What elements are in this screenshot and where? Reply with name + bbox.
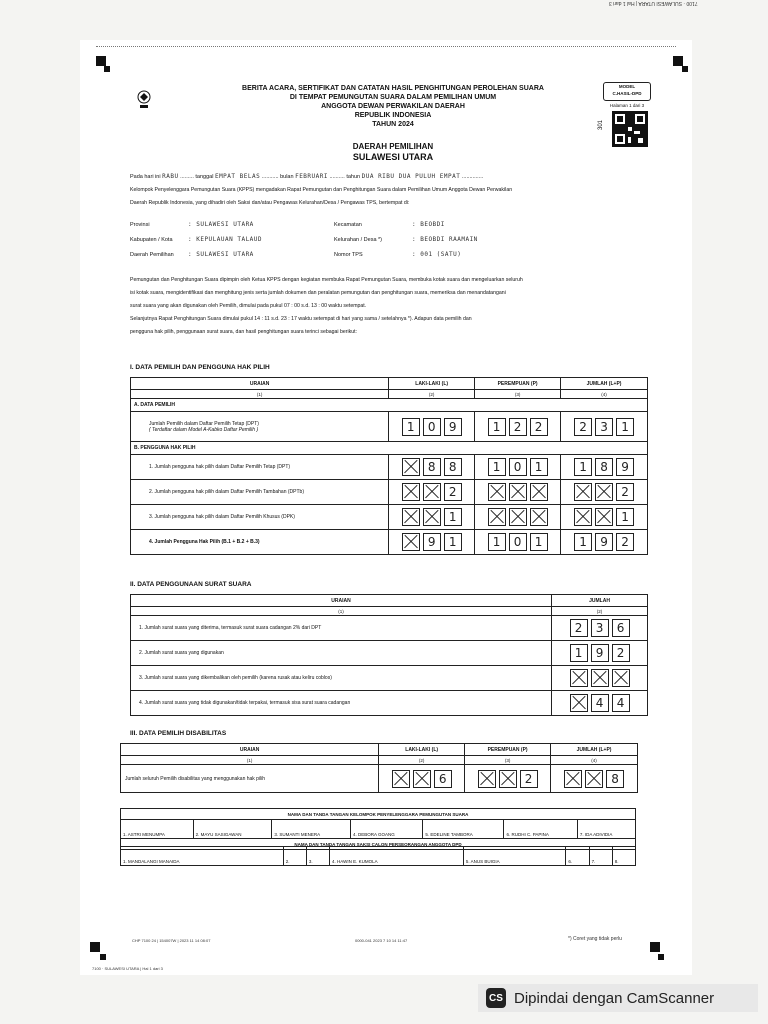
dpt-perempuan (475, 412, 561, 442)
digit-box (570, 694, 588, 712)
digit-box: 2 (616, 533, 634, 551)
corner-marker (96, 56, 106, 66)
model-badge: MODEL C.HASIL-DPD (603, 82, 651, 101)
saksi-signature: 1. MANDALANGI MANAIDA (121, 847, 284, 866)
digit-box: 2 (530, 418, 548, 436)
section-2-table: URAIAN JUMLAH (1) (2) 1. Jumlah surat suara yang diterima, termasuk surat suara cadangan 2% dari DPT 2 3 6 2. Jumlah surat suara yang digunakan 1 9 2 3. Jumlah surat suara yang dikembalikan oleh pemilih (karena rusak atau keliru coblos) 4. Jumlah surat suara yang tidak digunakan/tidak terpakai, termasuk sisa surat suara cadangan 4 4 (130, 594, 648, 716)
qr-code-text: 301 (598, 119, 605, 131)
s2-r3-label: 3. Jumlah surat suara yang dikembalikan oleh pemilih (karena rusak atau keliru coblos) (131, 666, 552, 691)
top-note: 7100 · SULAWESI UTARA | Hal 1 dari 3 (609, 0, 698, 6)
digit-box: 1 (444, 508, 462, 526)
kpps-signature: 4. DEBORA GOANG (350, 820, 422, 839)
digit-box: 9 (616, 458, 634, 476)
digit-box (530, 508, 548, 526)
form-title: BERITA ACARA, SERTIFIKAT DAN CATATAN HASIL PENGHITUNGAN PEROLEHAN SUARA DI TEMPAT PEMUNGUTAN SUARA DALAM PEMILIHAN UMUM ANGGOTA DEWAN PERWAKILAN DAERAH REPUBLIK INDONESIA TAHUN 2024 (242, 85, 544, 128)
digit-box: 1 (616, 508, 634, 526)
section-a-label: A. DATA PEMILIH (131, 399, 648, 412)
para-text: isi kotak suara, mengidentifikasi dan menghitung jenis serta jumlah dokumen dan peralatan pemungutan dan penghitungan suara, memeriksa dan menandatangani (130, 290, 506, 296)
digit-box: 1 (616, 418, 634, 436)
kabupaten-label: Kabupaten / Kota (130, 237, 173, 243)
digit-box: 1 (488, 458, 506, 476)
digit-box: 6 (434, 770, 452, 788)
digit-box: 9 (595, 533, 613, 551)
intro-text: Daerah Republik Indonesia, yang dihadiri oleh Saksi dan/atau Pengawas Kelurahan/Desa / Pengawas TPS, bertempat di: (130, 200, 410, 206)
saksi-signature: 6. (566, 847, 589, 866)
digit-box: 0 (509, 458, 527, 476)
kelurahan-label: Kelurahan / Desa *) (334, 237, 382, 243)
digit-box: 2 (444, 483, 462, 501)
digit-box: 2 (612, 644, 630, 662)
camscanner-text: Dipindai dengan CamScanner (514, 989, 715, 1007)
digit-box: 1 (444, 533, 462, 551)
digit-box (402, 508, 420, 526)
kpps-signature: 2. MAYU SASIGAWAN (193, 820, 272, 839)
corner-marker (100, 954, 106, 960)
camscanner-icon: CS (486, 988, 506, 1008)
meta-date-line: Pada hari ini RABU ......... tanggal EMPAT BELAS ........... bulan FEBRUARI .......... tahun DUA RIBU DUA PULUH EMPAT .............. (130, 173, 484, 180)
digit-box: 2 (616, 483, 634, 501)
dotted-border (96, 46, 676, 47)
corner-marker (682, 66, 688, 72)
digit-box: 1 (530, 533, 548, 551)
para-text: Selanjutnya Rapat Penghitungan Suara dimulai pukul 14 : 11 s.d. 23 : 17 waktu setempat di hari yang sama / setelahnya *). Adapun data pemilih dan (130, 316, 472, 322)
b4-label: 4. Jumlah Pengguna Hak Pilih (B.1 + B.2 + B.3) (131, 530, 389, 555)
digit-box: 1 (530, 458, 548, 476)
digit-box (499, 770, 517, 788)
s3-r1-label: Jumlah seluruh Pemilih disabilitas yang menggunakan hak pilih (121, 765, 379, 793)
digit-box (402, 483, 420, 501)
saksi-signature: 2. (283, 847, 306, 866)
tps-label: Nomor TPS (334, 252, 363, 258)
intro-text: Kelompok Penyelenggara Pemungutan Suara (KPPS) mengadakan Rapat Pemungutan dan Penghitungan Suara dalam Pemilihan Umum Anggota Dewan Perwakilan (130, 187, 513, 193)
digit-box: 1 (574, 458, 592, 476)
digit-box (585, 770, 603, 788)
qr-code-icon (612, 111, 648, 147)
section-3-title: III. DATA PEMILIH DISABILITAS (130, 730, 227, 737)
section-1-table: URAIAN LAKI-LAKI (L) PEREMPUAN (P) JUMLAH (L+P) (1) (2) (3) (4) A. DATA PEMILIH Jumlah Pemilih dalam Daftar Pemilih Tetap (DPT) ( Terdaftar dalam Model A-Kabko Daftar Pemilih ) 1 0 9 1 2 2 2 3 1 B. PENGGUNA HAK PILIH 1. Jumlah pengguna hak pilih dalam Daftar Pemilih Tetap (DPT) 8 8 1 0 1 1 8 9 2. Jumlah pengguna hak pilih dalam Daftar Pemilih Tambahan (DPTb) 2 2 3. Jumlah pengguna hak pilih dalam Daftar Pemilih Khusus (DPK) 1 1 4. Jumlah Pengguna Hak Pilih (B.1 + B.2 + B.3) 9 1 1 0 1 1 9 2 (130, 377, 648, 555)
digit-box (423, 483, 441, 501)
digit-box (570, 669, 588, 687)
digit-box: 1 (402, 418, 420, 436)
s2-r4-label: 4. Jumlah surat suara yang tidak digunakan/tidak terpakai, termasuk sisa surat suara cadangan (131, 691, 552, 716)
provinsi-label: Provinsi (130, 222, 150, 228)
camscanner-watermark (478, 984, 758, 1012)
corner-marker (650, 942, 660, 952)
digit-box: 8 (606, 770, 624, 788)
digit-box: 0 (509, 533, 527, 551)
digit-box (478, 770, 496, 788)
digit-box: 1 (488, 418, 506, 436)
digit-box (402, 458, 420, 476)
corner-marker (658, 954, 664, 960)
digit-box: 1 (488, 533, 506, 551)
kecamatan-label: Kecamatan (334, 222, 362, 228)
digit-box: 9 (423, 533, 441, 551)
kpps-signature: 5. EDELINE TAMBORA (423, 820, 504, 839)
kpps-signature: 1. ASTRI MENUMPA (121, 820, 194, 839)
footer-left-code: CHP 7100 24 | 154007W | 2023 11 14 08:07 (132, 938, 211, 943)
digit-box (564, 770, 582, 788)
kpps-signature-table: NAMA DAN TANDA TANGAN KELOMPOK PENYELENGGARA PEMUNGUTAN SUARA 1. ASTRI MENUMPA 2. MAYU SASIGAWAN 3. SUMANTI MENERA 4. DEBORA GOANG 5. EDELINE TAMBORA 6. RUDHI C. PAPINA 7. IDA ADIVIDIA NAMA DAN TANDA TANGAN SAKSI CALON PERSEORANGAN ANGGOTA DPD (120, 808, 636, 850)
dpt-jumlah (561, 412, 648, 442)
digit-box (591, 669, 609, 687)
b2-label: 2. Jumlah pengguna hak pilih dalam Daftar Pemilih Tambahan (DPTb) (131, 480, 389, 505)
digit-box: 8 (444, 458, 462, 476)
corner-marker (673, 56, 683, 66)
digit-box (413, 770, 431, 788)
digit-box: 3 (591, 619, 609, 637)
digit-box: 9 (591, 644, 609, 662)
hari-value: RABU (162, 173, 179, 180)
s2-r2-label: 2. Jumlah surat suara yang digunakan (131, 641, 552, 666)
kpps-signature: 3. SUMANTI MENERA (272, 820, 351, 839)
digit-box (530, 483, 548, 501)
digit-box: 8 (423, 458, 441, 476)
tahun-value: DUA RIBU DUA PULUH EMPAT (361, 173, 461, 180)
saksi-signature: 4. HAWIN E. KUMOLA (330, 847, 464, 866)
kpu-logo-icon (134, 90, 154, 112)
para-text: Pemungutan dan Penghitungan Suara dipimpin oleh Ketua KPPS dengan kegiatan membuka Rapat Pemungutan Suara, membuka kotak suara dan mengeluarkan seluruh (130, 277, 523, 283)
s2-r1-label: 1. Jumlah surat suara yang diterima, termasuk surat suara cadangan 2% dari DPT (131, 616, 552, 641)
page-indicator: Halaman 1 dari 3 (609, 103, 645, 108)
digit-box: 6 (612, 619, 630, 637)
saksi-signature: 7. (589, 847, 612, 866)
kpps-signature: 6. RUDHI C. PAPINA (504, 820, 577, 839)
digit-box: 2 (574, 418, 592, 436)
tanggal-value: EMPAT BELAS (214, 173, 261, 180)
para-text: surat suara yang akan digunakan oleh Pemilih, dimulai pada pukul 07 : 00 s.d. 13 : 00 waktu setempat. (130, 303, 367, 309)
digit-box: 4 (591, 694, 609, 712)
digit-box (595, 508, 613, 526)
section-1-title: I. DATA PEMILIH DAN PENGGUNA HAK PILIH (130, 364, 270, 371)
digit-box: 2 (520, 770, 538, 788)
digit-box: 1 (570, 644, 588, 662)
section-b-label: B. PENGGUNA HAK PILIH (131, 442, 648, 455)
digit-box (595, 483, 613, 501)
bulan-value: FEBRUARI (295, 173, 328, 180)
digit-box: 9 (444, 418, 462, 436)
digit-box: 1 (574, 533, 592, 551)
digit-box (509, 483, 527, 501)
digit-box (574, 483, 592, 501)
b3-label: 3. Jumlah pengguna hak pilih dalam Daftar Pemilih Khusus (DPK) (131, 505, 389, 530)
digit-box (509, 508, 527, 526)
digit-box (402, 533, 420, 551)
saksi-signature-table (120, 846, 636, 866)
provinsi-value: : SULAWESI UTARA (188, 221, 254, 228)
digit-box (392, 770, 410, 788)
kelurahan-value: : BEOBDI RAAMAIN (412, 236, 478, 243)
dapil-label: Daerah Pemilihan (130, 252, 174, 258)
digit-box: 2 (509, 418, 527, 436)
kpps-signature: 7. IDA ADIVIDIA (577, 820, 635, 839)
saksi-signature: 3. (306, 847, 329, 866)
dapil-value: : SULAWESI UTARA (188, 251, 254, 258)
digit-box: 0 (423, 418, 441, 436)
digit-box (574, 508, 592, 526)
corner-marker (90, 942, 100, 952)
kecamatan-value: : BEOBDI (412, 221, 445, 228)
section-2-title: II. DATA PENGGUNAAN SURAT SUARA (130, 581, 252, 588)
footer-bottom: 7100 · SULAWESI UTARA | Hal 1 dari 3 (92, 966, 163, 971)
section-3-table: URAIAN LAKI-LAKI (L) PEREMPUAN (P) JUMLAH (L+P) (1) (2) (3) (4) Jumlah seluruh Pemilih disabilitas yang menggunakan hak pilih 6 2 8 (120, 743, 638, 793)
digit-box: 8 (595, 458, 613, 476)
corner-marker (104, 66, 110, 72)
dpt-label: Jumlah Pemilih dalam Daftar Pemilih Tetap (DPT) ( Terdaftar dalam Model A-Kabko Daftar Pemilih ) (131, 412, 389, 442)
digit-box: 3 (595, 418, 613, 436)
digit-box (612, 669, 630, 687)
form-subtitle: DAERAH PEMILIHAN SULAWESI UTARA (352, 142, 434, 162)
para-text: pengguna hak pilih, penggunaan surat suara, dan hasil penghitungan suara terinci sebagai berikut: (130, 329, 357, 335)
dpt-laki (389, 412, 475, 442)
digit-box (423, 508, 441, 526)
saksi-signature: 5. ANUS BUIGIA (463, 847, 566, 866)
digit-box: 2 (570, 619, 588, 637)
digit-box (488, 508, 506, 526)
tps-value: : 001 (SATU) (412, 251, 462, 258)
footer-note: *) Coret yang tidak perlu (568, 936, 622, 942)
saksi-signature: 8. (612, 847, 635, 866)
digit-box: 4 (612, 694, 630, 712)
footer-mid-code: 0000-041 2023 7 10 14 11:47 (355, 938, 408, 943)
digit-box (488, 483, 506, 501)
b1-label: 1. Jumlah pengguna hak pilih dalam Daftar Pemilih Tetap (DPT) (131, 455, 389, 480)
kabupaten-value: : KEPULAUAN TALAUD (188, 236, 263, 243)
